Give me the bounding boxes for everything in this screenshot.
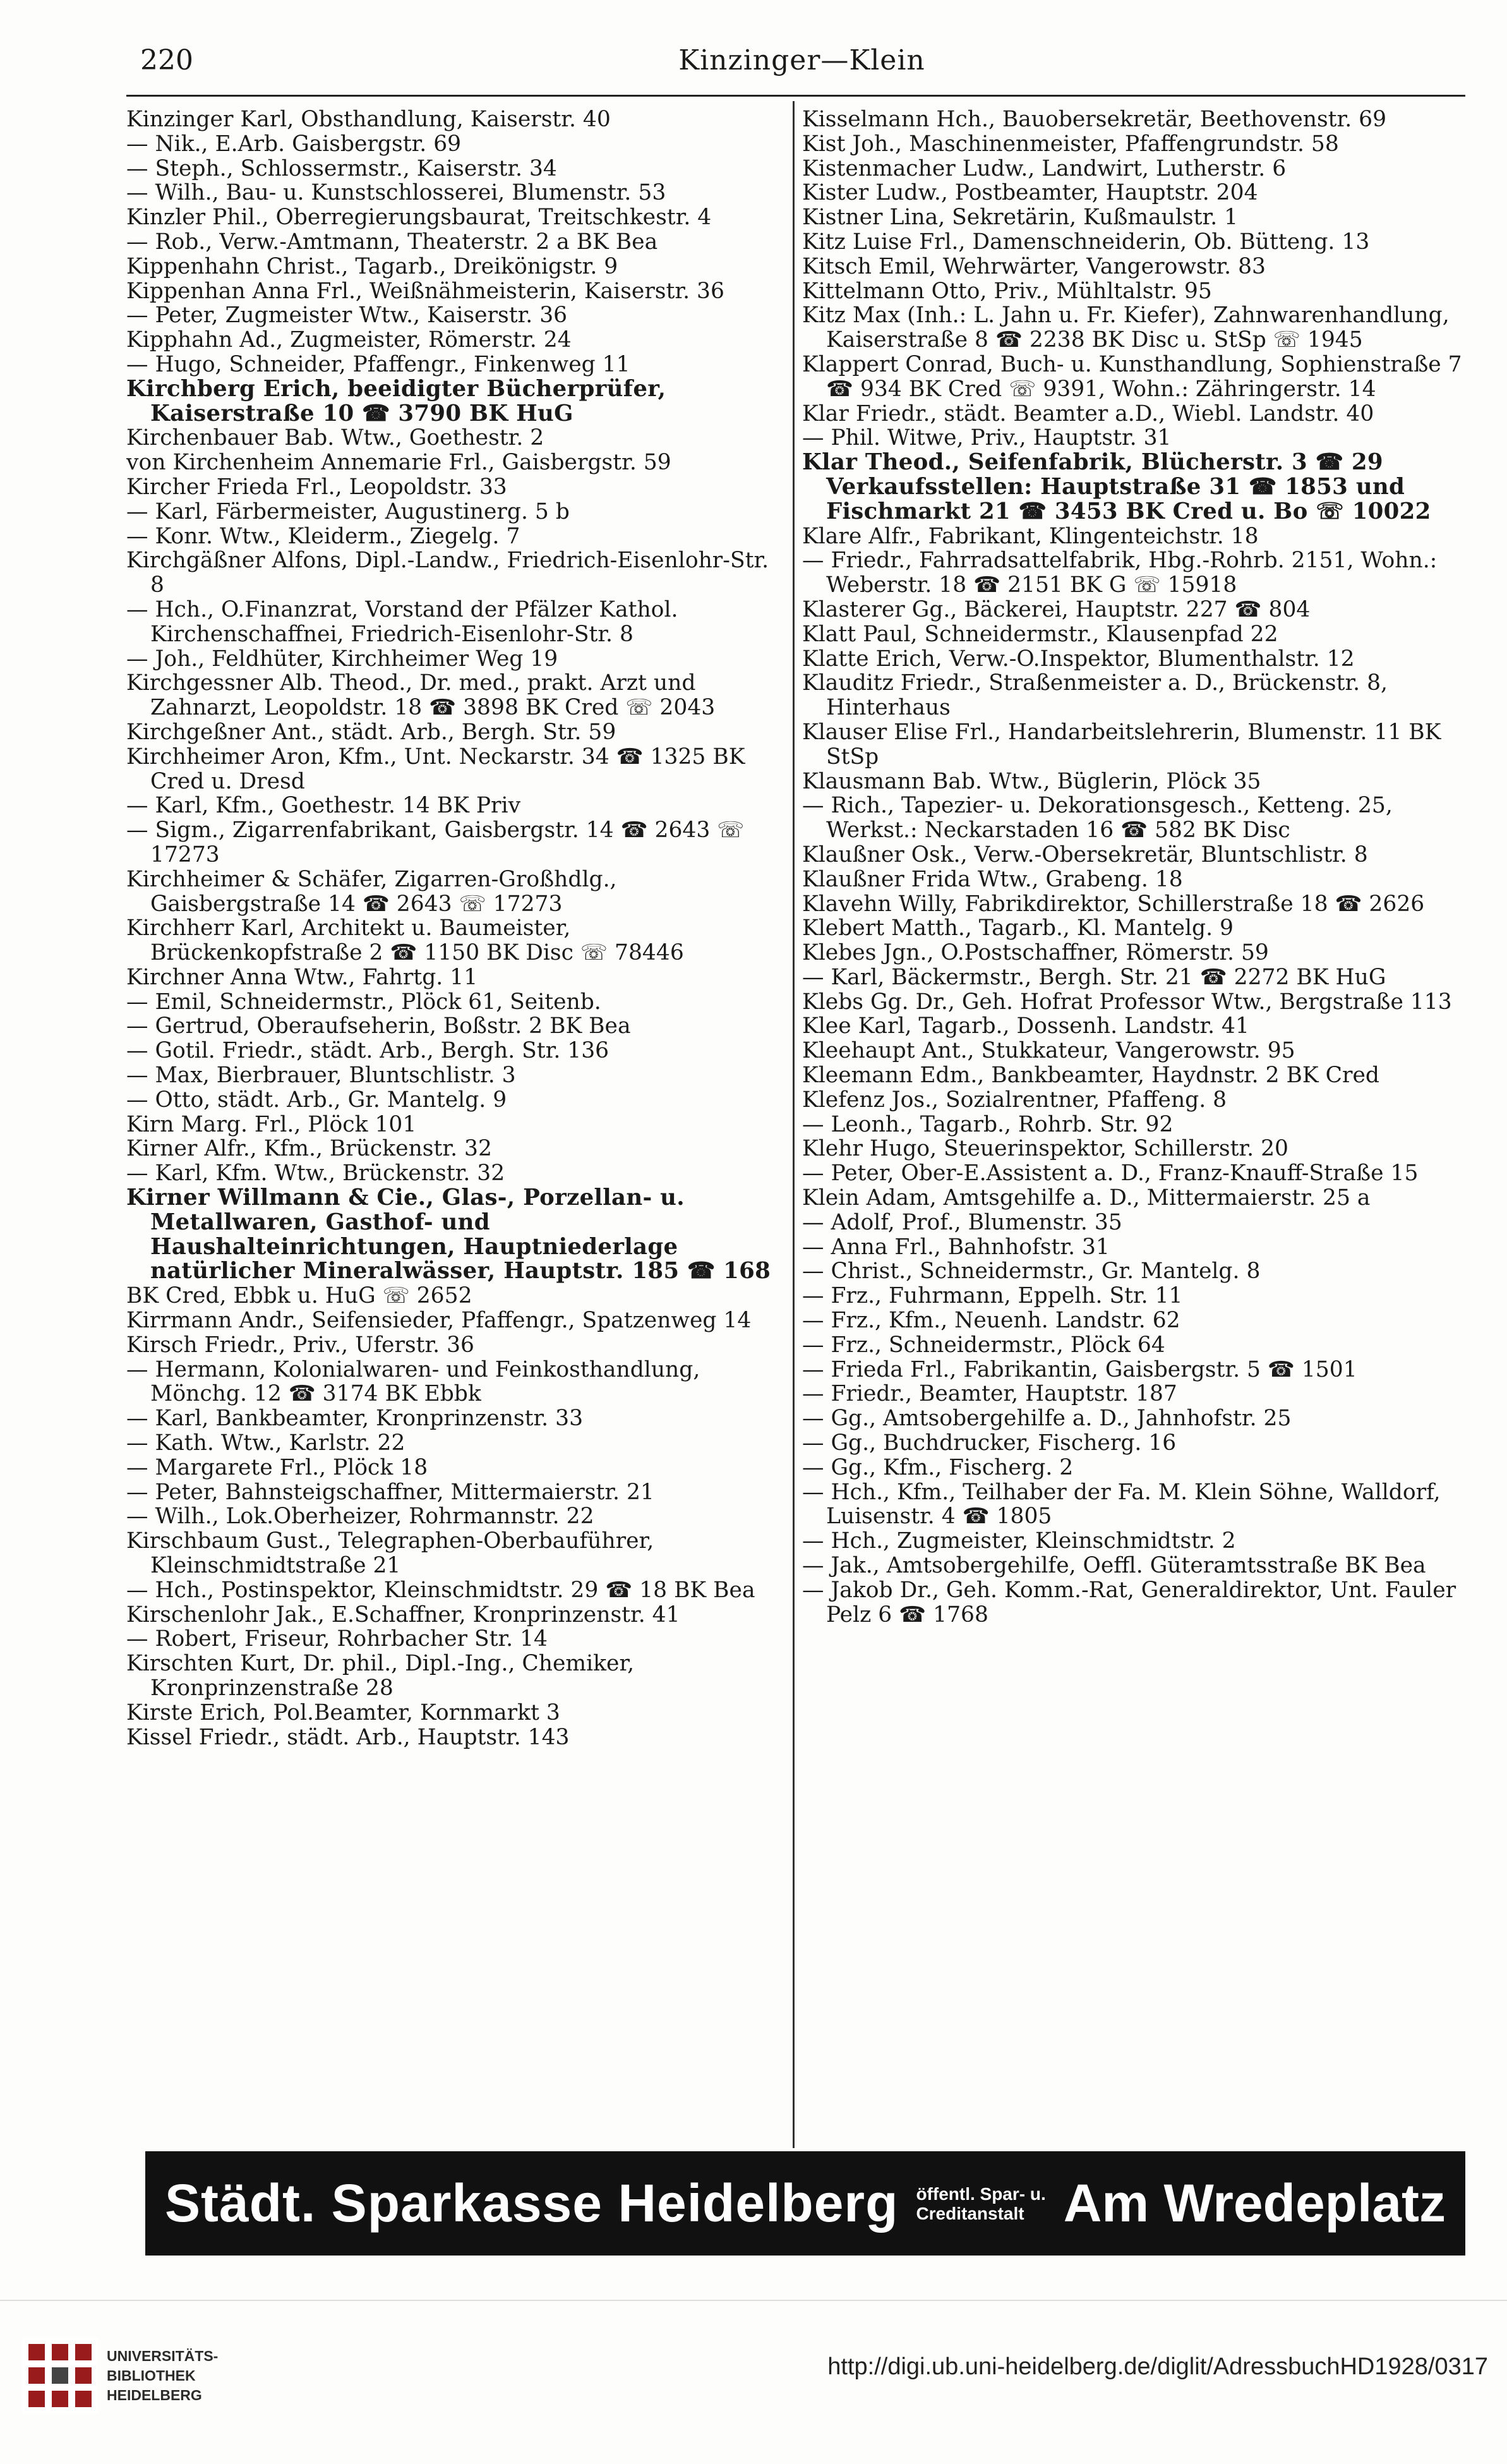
directory-entry: Klasterer Gg., Bäckerei, Hauptstr. 227 ☎ 804 — [802, 597, 1311, 622]
directory-entry: Klaußner Frida Wtw., Grabeng. 18 — [802, 867, 1183, 892]
directory-entry: — Gg., Kfm., Fischerg. 2 — [802, 1455, 1074, 1480]
directory-entry: — Gertrud, Oberaufseherin, Boßstr. 2 BK Bea — [126, 1014, 631, 1039]
directory-entry: Kirschten Kurt, Dr. phil., Dipl.-Ing., Chemiker, Kronprinzenstraße 28 — [126, 1652, 635, 1701]
directory-entry: — Wilh., Bau- u. Kunstschlosserei, Blumenstr. 53 — [126, 181, 666, 206]
directory-entry: Klebs Gg. Dr., Geh. Hofrat Professor Wtw., Bergstraße 113 — [802, 989, 1452, 1015]
directory-entry: Kirner Willmann & Cie., Glas-, Porzellan- u. Metallwaren, Gasthof- und Haushalteinrichtungen, Hauptniederlage natürlicher Mineralwässer, Hauptstr. 185 ☎ 168 — [126, 1186, 771, 1284]
directory-entry: Klein Adam, Amtsgehilfe a. D., Mittermaierstr. 25 a — [802, 1186, 1371, 1211]
directory-entry: Klatte Erich, Verw.-O.Inspektor, Blumenthalstr. 12 — [802, 646, 1355, 672]
column-divider — [793, 101, 795, 2148]
page-title: Kinzinger—Klein — [678, 44, 925, 76]
logo-line2: BIBLIOTHEK — [107, 2367, 196, 2384]
directory-entry: — Konr. Wtw., Kleiderm., Ziegelg. 7 — [126, 524, 520, 549]
directory-entry: — Frz., Schneidermstr., Plöck 64 — [802, 1332, 1165, 1358]
directory-entry: Kisselmann Hch., Bauobersekretär, Beethovenstr. 69 — [802, 107, 1387, 132]
directory-entry: — Sigm., Zigarrenfabrikant, Gaisbergstr. 14 ☎ 2643 ☏ 17273 — [126, 818, 745, 867]
directory-entry: — Rich., Tapezier- u. Dekorationsgesch., Ketteng. 25, Werkst.: Neckarstaden 16 ☎ 582 BK Disc — [802, 794, 1393, 843]
directory-entry: Kleehaupt Ant., Stukkateur, Vangerowstr. 95 — [802, 1039, 1295, 1064]
ad-main-text: Städt. Sparkasse Heidelberg — [164, 2173, 899, 2233]
directory-entry: Kist Joh., Maschinenmeister, Pfaffengrundstr. 58 — [802, 131, 1339, 157]
directory-entry: — Kath. Wtw., Karlstr. 22 — [126, 1431, 405, 1456]
directory-entry: — Rob., Verw.-Amtmann, Theaterstr. 2 a BK Bea — [126, 229, 658, 255]
directory-entry: — Karl, Bäckermstr., Bergh. Str. 21 ☎ 2272 BK HuG — [802, 965, 1386, 990]
directory-entry: Kistenmacher Ludw., Landwirt, Lutherstr. 6 — [802, 156, 1287, 181]
directory-entry: — Frz., Fuhrmann, Eppelh. Str. 11 — [802, 1284, 1183, 1309]
directory-entry: Klatt Paul, Schneidermstr., Klausenpfad 22 — [802, 622, 1278, 647]
directory-entry: — Hugo, Schneider, Pfaffengr., Finkenweg 11 — [126, 352, 630, 377]
directory-entry: — Christ., Schneidermstr., Gr. Mantelg. 8 — [802, 1259, 1261, 1284]
ad-small-line2: Creditanstalt — [916, 2203, 1024, 2223]
directory-entry: Klare Alfr., Fabrikant, Klingenteichstr. 18 — [802, 524, 1259, 549]
logo-line3: HEIDELBERG — [107, 2386, 202, 2403]
directory-entry: Kircher Frieda Frl., Leopoldstr. 33 — [126, 474, 507, 500]
directory-entry: Kitz Luise Frl., Damenschneiderin, Ob. Bütteng. 13 — [802, 229, 1370, 255]
directory-entry: — Hch., Kfm., Teilhaber der Fa. M. Klein Söhne, Walldorf, Luisenstr. 4 ☎ 1805 — [802, 1480, 1441, 1530]
directory-entry: Klauser Elise Frl., Handarbeitslehrerin, Blumenstr. 11 BK StSp — [802, 720, 1441, 770]
directory-entry: Kirrmann Andr., Seifensieder, Pfaffengr., Spatzenweg 14 — [126, 1308, 752, 1333]
left-column — [126, 107, 786, 1749]
directory-entry: — Peter, Bahnsteigschaffner, Mittermaierstr. 21 — [126, 1480, 654, 1505]
directory-entry: Klar Theod., Seifenfabrik, Blücherstr. 3 ☎ 29 Verkaufsstellen: Hauptstraße 31 ☎ 1853 und Fischmarkt 21 ☎ 3453 BK Cred u. Bo ☏ 10022 — [802, 450, 1431, 524]
directory-entry: — Hch., Postinspektor, Kleinschmidtstr. 29 ☎ 18 BK Bea — [126, 1578, 755, 1603]
directory-entry: Kleemann Edm., Bankbeamter, Haydnstr. 2 BK Cred — [802, 1063, 1380, 1088]
directory-entry: Kirn Marg. Frl., Plöck 101 — [126, 1112, 417, 1137]
directory-entry: — Jak., Amtsobergehilfe, Oeffl. Güteramtsstraße BK Bea — [802, 1554, 1426, 1578]
directory-entry: Klavehn Willy, Fabrikdirektor, Schillerstraße 18 ☎ 2626 — [802, 891, 1425, 917]
directory-entry: Kittelmann Otto, Priv., Mühltalstr. 95 — [802, 279, 1212, 304]
directory-entry: Klar Friedr., städt. Beamter a.D., Wiebl. Landstr. 40 — [802, 401, 1374, 426]
directory-entry: Klappert Conrad, Buch- u. Kunsthandlung, Sophienstraße 7 ☎ 934 BK Cred ☏ 9391, Wohn.: Zähringerstr. 14 — [802, 352, 1462, 402]
directory-entry: Klefenz Jos., Sozialrentner, Pfaffeng. 8 — [802, 1087, 1227, 1113]
right-column — [802, 107, 1465, 1627]
directory-entry: — Gotil. Friedr., städt. Arb., Bergh. Str. 136 — [126, 1039, 609, 1064]
directory-entry: — Frz., Kfm., Neuenh. Landstr. 62 — [802, 1308, 1180, 1333]
logo-line1: UNIVERSITÄTS- — [107, 2347, 219, 2364]
directory-entry: Kirner Alfr., Kfm., Brückenstr. 32 — [126, 1137, 492, 1162]
directory-entry: Kissel Friedr., städt. Arb., Hauptstr. 143 — [126, 1725, 570, 1750]
header-rule — [126, 95, 1465, 97]
directory-entry: Kinzinger Karl, Obsthandlung, Kaiserstr. 40 — [126, 107, 611, 132]
directory-entry: — Friedr., Beamter, Hauptstr. 187 — [802, 1382, 1177, 1407]
directory-entry: Kirchherr Karl, Architekt u. Baumeister, Brückenkopfstraße 2 ☎ 1150 BK Disc ☏ 78446 — [126, 916, 684, 965]
directory-entry: — Adolf, Prof., Blumenstr. 35 — [802, 1210, 1122, 1235]
directory-entry: — Nik., E.Arb. Gaisbergstr. 69 — [126, 131, 462, 157]
directory-entry: — Karl, Kfm., Goethestr. 14 BK Priv — [126, 794, 521, 819]
directory-entry: — Phil. Witwe, Priv., Hauptstr. 31 — [802, 426, 1172, 451]
directory-entry: Klauditz Friedr., Straßenmeister a. D., Brückenstr. 8, Hinterhaus — [802, 671, 1388, 720]
directory-entry: Klausmann Bab. Wtw., Büglerin, Plöck 35 — [802, 769, 1261, 794]
directory-entry: Kirchner Anna Wtw., Fahrtg. 11 — [126, 965, 478, 990]
directory-entry: — Wilh., Lok.Oberheizer, Rohrmannstr. 22 — [126, 1504, 594, 1530]
directory-entry: Kirchgeßner Ant., städt. Arb., Bergh. Str. 59 — [126, 720, 616, 745]
directory-entry: — Hch., O.Finanzrat, Vorstand der Pfälzer Kathol. Kirchenschaffnei, Friedrich-Eisenlohr-Str. 8 — [126, 597, 678, 647]
directory-entry: — Otto, städt. Arb., Gr. Mantelg. 9 — [126, 1087, 507, 1113]
page-header — [140, 44, 1463, 88]
source-url-link[interactable]: http://digi.ub.uni-heidelberg.de/diglit/AdressbuchHD1928/0317 — [827, 2353, 1488, 2380]
directory-entry: Kirchgessner Alb. Theod., Dr. med., prakt. Arzt und Zahnarzt, Leopoldstr. 18 ☎ 3898 BK Cred ☏ 2043 — [126, 671, 716, 720]
directory-entry: Kirchenbauer Bab. Wtw., Goethestr. 2 — [126, 426, 544, 451]
footer-rule — [0, 2300, 1507, 2301]
sparkasse-advertisement — [145, 2151, 1465, 2256]
directory-entry: — Peter, Ober-E.Assistent a. D., Franz-Knauff-Straße 15 — [802, 1161, 1419, 1187]
directory-entry: — Gg., Amtsobergehilfe a. D., Jahnhofstr. 25 — [802, 1406, 1292, 1432]
directory-entry: — Peter, Zugmeister Wtw., Kaiserstr. 36 — [126, 303, 568, 329]
directory-entry: — Frieda Frl., Fabrikantin, Gaisbergstr. 5 ☎ 1501 — [802, 1357, 1357, 1382]
directory-entry: — Leonh., Tagarb., Rohrb. Str. 92 — [802, 1112, 1174, 1137]
directory-entry: Kinzler Phil., Oberregierungsbaurat, Treitschkestr. 4 — [126, 205, 712, 230]
directory-entry: Kirchheimer Aron, Kfm., Unt. Neckarstr. 34 ☎ 1325 BK Cred u. Dresd — [126, 744, 745, 794]
directory-entry: Kirchgäßner Alfons, Dipl.-Landw., Friedrich-Eisenlohr-Str. 8 — [126, 548, 769, 598]
directory-entry: — Gg., Buchdrucker, Fischerg. 16 — [802, 1431, 1177, 1456]
directory-entry: Kippenhahn Christ., Tagarb., Dreikönigstr. 9 — [126, 254, 618, 279]
ad-small-line1: öffentl. Spar- u. — [916, 2183, 1046, 2204]
directory-entry: — Karl, Kfm. Wtw., Brückenstr. 32 — [126, 1161, 505, 1187]
directory-entry: Kirchheimer & Schäfer, Zigarren-Großhdlg., Gaisbergstraße 14 ☎ 2643 ☏ 17273 — [126, 867, 617, 917]
directory-entry: — Hermann, Kolonialwaren- und Feinkosthandlung, Mönchg. 12 ☎ 3174 BK Ebbk — [126, 1357, 700, 1407]
directory-entry: Kitz Max (Inh.: L. Jahn u. Fr. Kiefer), Zahnwarenhandlung, Kaiserstraße 8 ☎ 2238 BK Disc u. StSp ☏ 1945 — [802, 303, 1450, 353]
directory-entry: — Friedr., Fahrradsattelfabrik, Hbg.-Rohrb. 2151, Wohn.: Weberstr. 18 ☎ 2151 BK G ☏ 15918 — [802, 548, 1438, 598]
directory-entry: Klee Karl, Tagarb., Dossenh. Landstr. 41 — [802, 1014, 1249, 1039]
directory-entry: Kirschenlohr Jak., E.Schaffner, Kronprinzenstr. 41 — [126, 1602, 680, 1628]
directory-entry: — Emil, Schneidermstr., Plöck 61, Seitenb. — [126, 989, 601, 1015]
directory-entry: — Joh., Feldhüter, Kirchheimer Weg 19 — [126, 646, 558, 672]
directory-entry: BK Cred, Ebbk u. HuG ☏ 2652 — [126, 1284, 472, 1309]
directory-entry: — Margarete Frl., Plöck 18 — [126, 1455, 428, 1480]
library-logo[interactable] — [22, 2338, 218, 2413]
directory-entry: — Jakob Dr., Geh. Komm.-Rat, Generaldirektor, Unt. Fauler Pelz 6 ☎ 1768 — [802, 1578, 1456, 1628]
library-name — [107, 2346, 218, 2405]
directory-entry: Kirchberg Erich, beeidigter Bücherprüfer, Kaiserstraße 10 ☎ 3790 BK HuG — [126, 377, 666, 426]
directory-entry: Kipphahn Ad., Zugmeister, Römerstr. 24 — [126, 328, 572, 353]
directory-entry: Kirschbaum Gust., Telegraphen-Oberbauführer, Kleinschmidtstraße 21 — [126, 1529, 654, 1578]
ad-place-text: Am Wredeplatz — [1063, 2173, 1446, 2233]
directory-entry: Kister Ludw., Postbeamter, Hauptstr. 204 — [802, 181, 1258, 206]
directory-entry: — Steph., Schlossermstr., Kaiserstr. 34 — [126, 156, 557, 181]
ad-small-text — [916, 2184, 1045, 2223]
directory-entry: — Hch., Zugmeister, Kleinschmidtstr. 2 — [802, 1529, 1236, 1554]
directory-entry: — Karl, Färbermeister, Augustinerg. 5 b — [126, 499, 570, 524]
directory-entry: Klebes Jgn., O.Postschaffner, Römerstr. 59 — [802, 941, 1269, 965]
directory-entry: — Karl, Bankbeamter, Kronprinzenstr. 33 — [126, 1406, 584, 1432]
directory-entry: Klehr Hugo, Steuerinspektor, Schillerstr. 20 — [802, 1137, 1288, 1162]
directory-entry: — Robert, Friseur, Rohrbacher Str. 14 — [126, 1627, 548, 1652]
directory-entry: Kistner Lina, Sekretärin, Kußmaulstr. 1 — [802, 205, 1239, 230]
page-number: 220 — [140, 44, 193, 76]
directory-entry: Kirste Erich, Pol.Beamter, Kornmarkt 3 — [126, 1700, 560, 1725]
directory-entry: Kirsch Friedr., Priv., Uferstr. 36 — [126, 1332, 474, 1358]
directory-entry: — Anna Frl., Bahnhofstr. 31 — [802, 1235, 1110, 1260]
directory-entry: von Kirchenheim Annemarie Frl., Gaisbergstr. 59 — [126, 450, 671, 475]
library-seal-icon — [22, 2338, 98, 2413]
directory-entry: Klaußner Osk., Verw.-Obersekretär, Bluntschlistr. 8 — [802, 842, 1368, 867]
directory-entry: Kippenhan Anna Frl., Weißnähmeisterin, Kaiserstr. 36 — [126, 279, 724, 304]
directory-entry: Klebert Matth., Tagarb., Kl. Mantelg. 9 — [802, 916, 1234, 941]
directory-entry: Kitsch Emil, Wehrwärter, Vangerowstr. 83 — [802, 254, 1266, 279]
directory-entry: — Max, Bierbrauer, Bluntschlistr. 3 — [126, 1063, 516, 1088]
